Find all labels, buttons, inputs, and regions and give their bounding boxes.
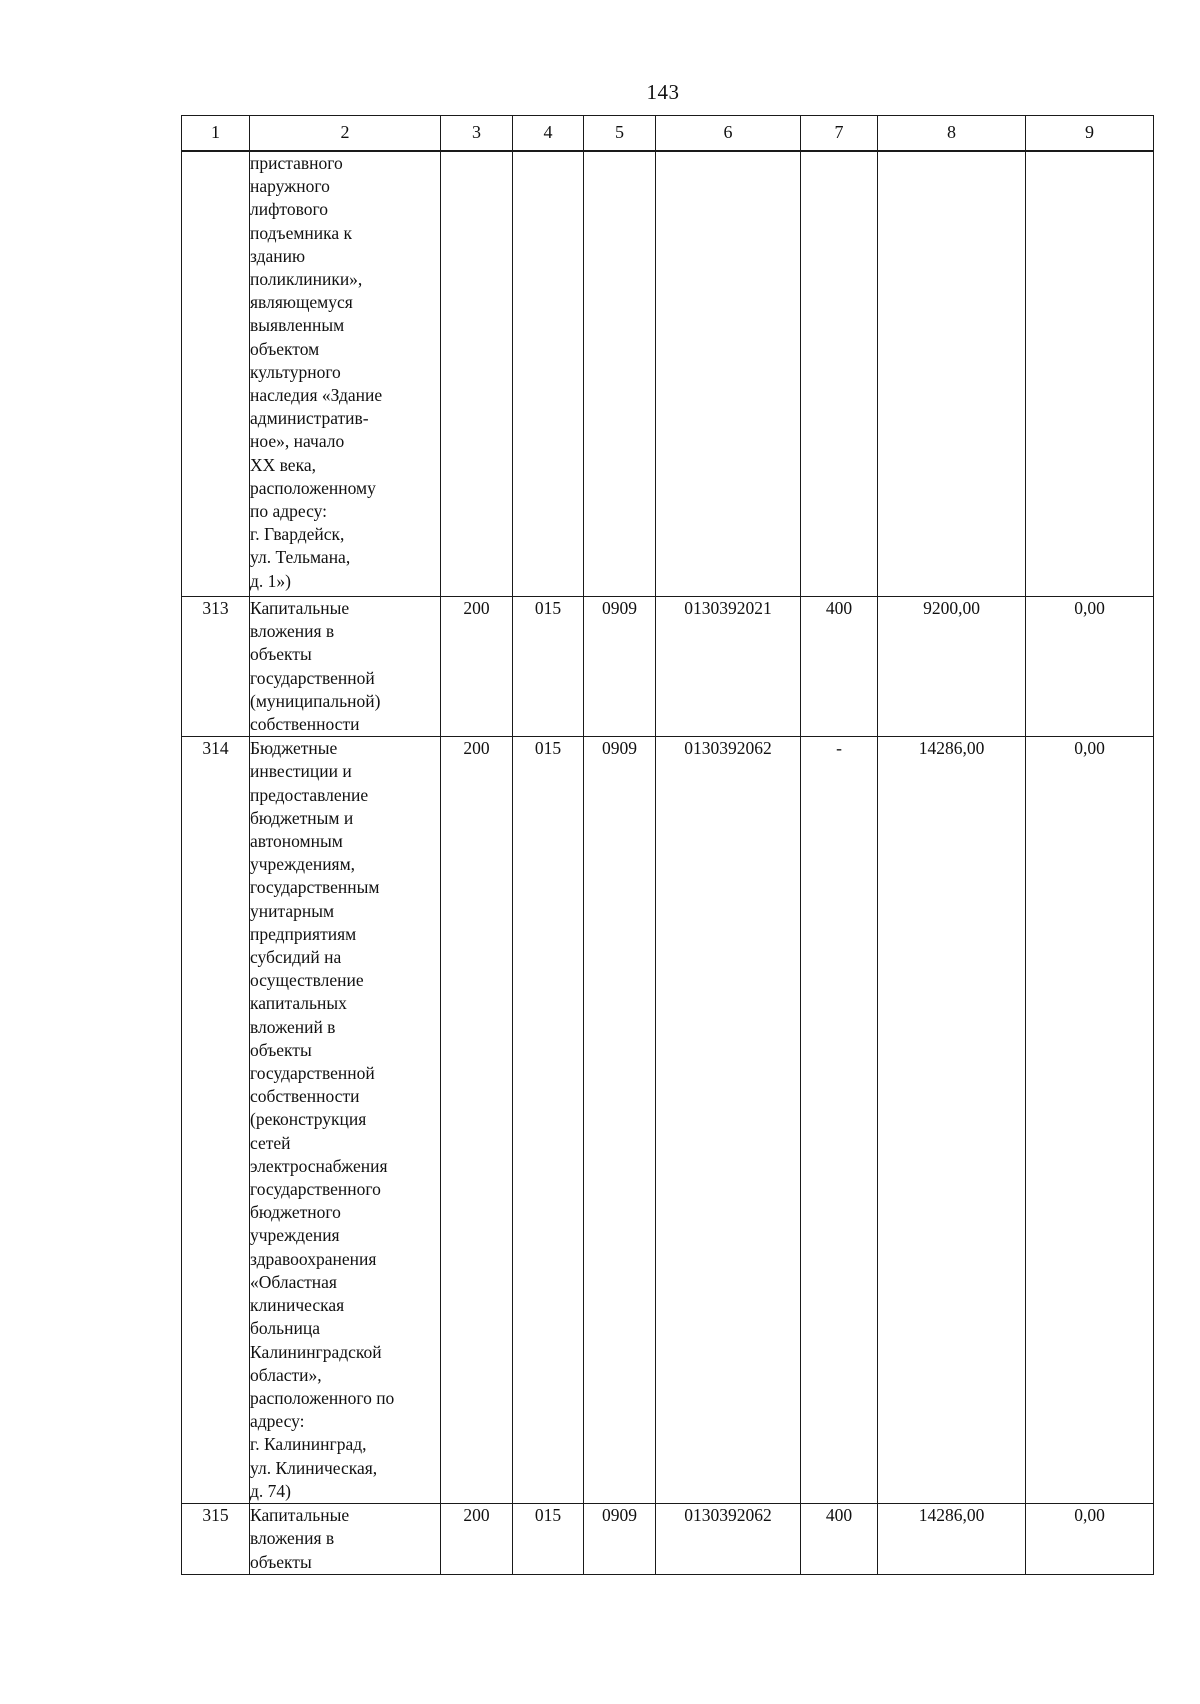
cell-col-3 — [441, 151, 513, 597]
row-name: приставного наружного лифтового подъемника к зданию поликлиники», являющемуся выявленным объектом культурного наследия «Здание административ- ное», начало XX века, расположенному по адресу: г. Гвардейск, ул. Тельмана, д. 1») — [250, 151, 441, 597]
row-name: Бюджетные инвестиции и предоставление бюджетным и автономным учреждениям, государственным унитарным предприятиям субсидий на осуществление капитальных вложений в объекты государственной собственности (реконструкция сетей электроснабжения государственного бюджетного учреждения здравоохранения «Областная клиническая больница Калининградской области», расположенного по адресу: г. Калининград, ул. Клиническая, д. 74) — [250, 737, 441, 1504]
cell-col-8: 14286,00 — [878, 737, 1026, 1504]
column-header-8: 8 — [878, 116, 1026, 152]
row-number: 315 — [182, 1504, 250, 1575]
column-header-7: 7 — [801, 116, 878, 152]
cell-col-3: 200 — [441, 737, 513, 1504]
cell-col-7: 400 — [801, 1504, 878, 1575]
cell-col-9 — [1026, 151, 1154, 597]
table-body — [182, 151, 1154, 1574]
cell-col-3: 200 — [441, 1504, 513, 1575]
row-number: 313 — [182, 597, 250, 737]
cell-col-7: 400 — [801, 597, 878, 737]
cell-col-6: 0130392021 — [656, 597, 801, 737]
cell-col-4: 015 — [513, 737, 584, 1504]
table-row-315 — [182, 1504, 1154, 1575]
cell-col-5: 0909 — [584, 597, 656, 737]
header-row — [182, 116, 1154, 152]
column-header-1: 1 — [182, 116, 250, 152]
row-name: Капитальные вложения в объекты государственной (муниципальной) собственности — [250, 597, 441, 737]
table-row-314 — [182, 737, 1154, 1504]
column-header-5: 5 — [584, 116, 656, 152]
cell-col-5: 0909 — [584, 1504, 656, 1575]
table-row-313 — [182, 597, 1154, 737]
cell-col-6 — [656, 151, 801, 597]
column-header-3: 3 — [441, 116, 513, 152]
cell-col-5: 0909 — [584, 737, 656, 1504]
table-row-continued — [182, 151, 1154, 597]
cell-col-6: 0130392062 — [656, 1504, 801, 1575]
column-header-4: 4 — [513, 116, 584, 152]
row-name: Капитальные вложения в объекты — [250, 1504, 441, 1575]
cell-col-9: 0,00 — [1026, 597, 1154, 737]
table-header — [182, 116, 1154, 152]
page-number: 143 — [646, 80, 680, 104]
cell-col-4: 015 — [513, 1504, 584, 1575]
row-number — [182, 151, 250, 597]
cell-col-7 — [801, 151, 878, 597]
cell-col-4 — [513, 151, 584, 597]
cell-col-5 — [584, 151, 656, 597]
column-header-2: 2 — [250, 116, 441, 152]
row-number: 314 — [182, 737, 250, 1504]
cell-col-8 — [878, 151, 1026, 597]
cell-col-9: 0,00 — [1026, 737, 1154, 1504]
budget-table — [181, 115, 1154, 1575]
cell-col-3: 200 — [441, 597, 513, 737]
cell-col-4: 015 — [513, 597, 584, 737]
cell-col-7: - — [801, 737, 878, 1504]
column-header-6: 6 — [656, 116, 801, 152]
cell-col-9: 0,00 — [1026, 1504, 1154, 1575]
cell-col-8: 9200,00 — [878, 597, 1026, 737]
cell-col-6: 0130392062 — [656, 737, 801, 1504]
cell-col-8: 14286,00 — [878, 1504, 1026, 1575]
column-header-9: 9 — [1026, 116, 1154, 152]
